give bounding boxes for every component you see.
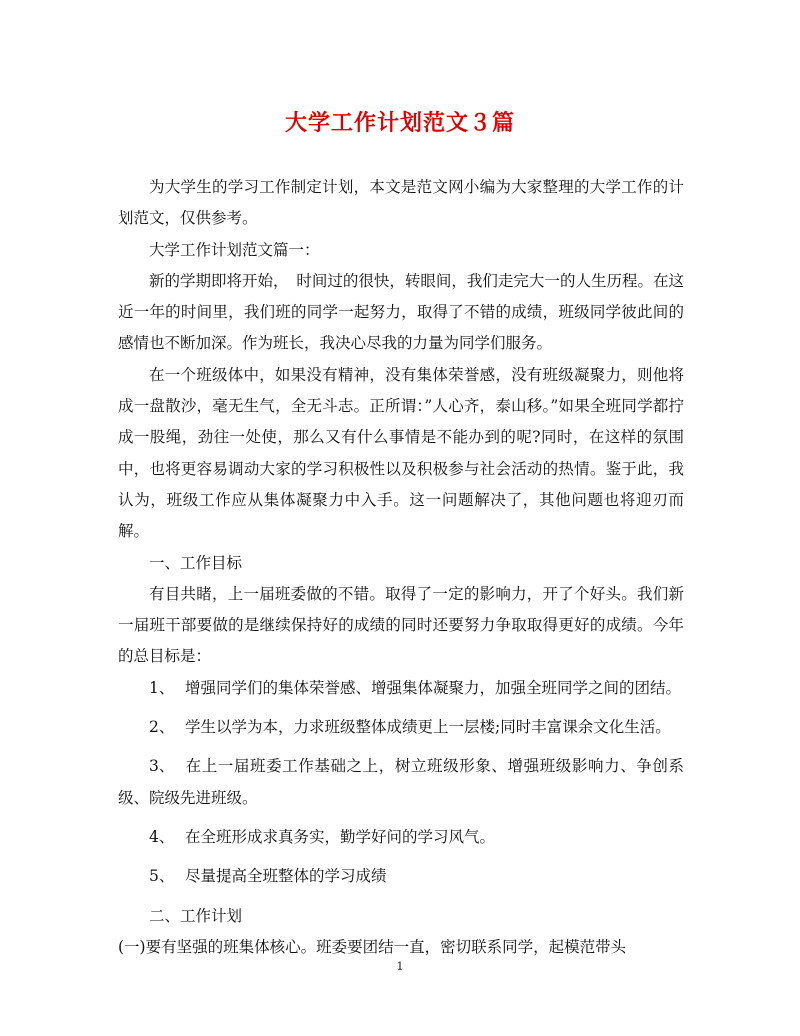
goal-text: 尽量提高全班整体的学习成绩 — [185, 867, 387, 886]
body-paragraph: 新的学期即将开始， 时间过的很快，转眼间，我们走完大一的人生历程。在这近一年的时间里，我们班的同学一起努力，取得了不错的成绩，班级同学彼此间的感情也不断加深。作为班长，我决心尽我的力量为同学们服务。 — [118, 271, 684, 353]
goal-item — [118, 861, 684, 892]
goal-item — [118, 822, 684, 853]
goal-text: 学生以学为本，力求班级整体成绩更上一层楼;同时丰富课余文化生活。 — [185, 718, 671, 737]
body-paragraph: (一)要有坚强的班集体核心。班委要团结一直，密切联系同学，起模范带头 — [118, 937, 627, 956]
intro-paragraph: 为大学生的学习工作制定计划，本文是范文网小编为大家整理的大学工作的计划范文，仅供参考。 — [118, 178, 684, 228]
document-body — [118, 172, 684, 963]
goal-number: 4、 — [149, 827, 175, 846]
goal-item — [118, 712, 684, 743]
goal-text: 在上一届班委工作基础之上，树立班级形象、增强班级影响力、争创系级、院级先进班级。 — [118, 757, 684, 807]
goal-number: 2、 — [149, 718, 175, 737]
section-heading-plan: 二、工作计划 — [149, 906, 243, 925]
goal-item — [118, 751, 684, 814]
goal-number: 3、 — [149, 757, 175, 776]
document-title: 大学工作计划范文３篇 — [284, 110, 515, 136]
page-number: 1 — [396, 960, 404, 973]
goal-text: 在全班形成求真务实，勤学好问的学习风气。 — [185, 827, 496, 846]
essay-one-heading: 大学工作计划范文篇一： — [149, 240, 320, 259]
body-paragraph: 在一个班级体中，如果没有精神，没有集体荣誉感，没有班级凝聚力，则他将成一盘散沙，毫无生气，全无斗志。正所谓：”人心齐，泰山移。”如果全班同学都拧成一股绳，劲往一处使，那么又有什么事情是不能办到的呢?同时，在这样的氛围中，也将更容易调动大家的学习积极性以及积极参与社会活动的热情。鉴于此，我认为，班级工作应从集体凝聚力中入手。这一问题解决了，其他问题也将迎刃而解。 — [118, 365, 684, 541]
goal-item — [118, 673, 684, 704]
goal-text: 增强同学们的集体荣誉感、增强集体凝聚力，加强全班同学之间的团结。 — [185, 678, 682, 697]
body-paragraph: 有目共睹，上一届班委做的不错。取得了一定的影响力，开了个好头。我们新一届班干部要做的是继续保持好的成绩的同时还要努力争取取得更好的成绩。今年的总目标是： — [118, 584, 684, 666]
goal-number: 1、 — [149, 678, 175, 697]
goal-number: 5、 — [149, 867, 175, 886]
section-heading-goals: 一、工作目标 — [149, 553, 243, 572]
